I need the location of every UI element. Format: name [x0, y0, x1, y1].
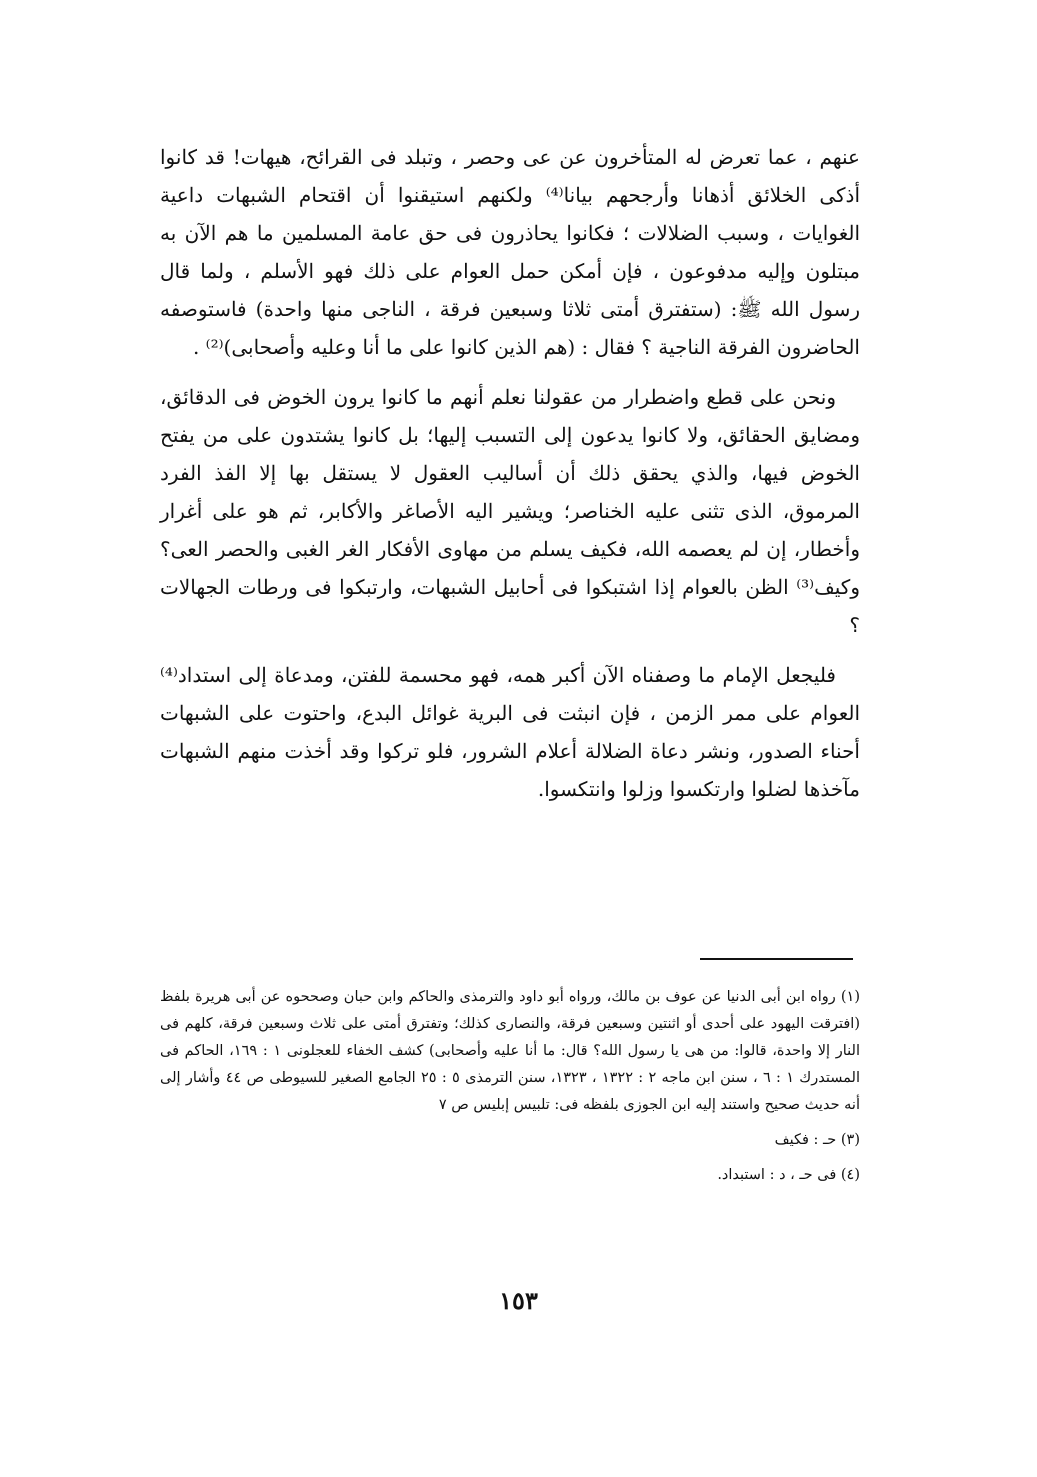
footnote-4: (٤) فى حـ ، د : استبداد.	[717, 1167, 860, 1183]
paragraph-3: فليجعل الإمام ما وصفناه الآن أكبر همه، فهو محسمة للفتن، ومدعاة إلى استداد⁽⁴⁾ العوام على ممر الزمن ، فإن انبثت فى البرية غوائل البدع، واحتوت على الشبهات أحناء الصدور، ونشر دعاة الضلالة أعلام الشرور، فلو تركوا وقد أخذت منهم الشبهات مآخذها لضلوا وارتكسوا وزلوا وانتكسوا.	[160, 663, 860, 801]
footnote-1: (١) رواه ابن أبى الدنيا عن عوف بن مالك، ورواه أبو داود والترمذى والحاكم وابن حبان وصححوه عن أبى هريرة بلفظ (افترقت اليهود على أحدى أو اثنتين وسبعين فرقة، والنصارى كذلك؛ وتفترق أمتى على ثلاث وسبعين فرقة، كلهم فى النار إلا واحدة، قالوا: من هى يا رسول الله؟ قال: ما أنا عليه وأصحابى) كشف الخفاء للعجلونى ١ : ١٦٩، الحاكم فى المستدرك ١ : ٦ ، سنن ابن ماجه ٢ : ١٣٢٢ ، ١٣٢٣، سنن الترمذى ٥ : ٢٥ الجامع الصغير للسيوطى ص ٤٤ وأشار إلى أنه حديث صحيح واستند إليه ابن الجوزى بلفظه فى: تلبيس إبليس ص ٧	[160, 989, 860, 1113]
footnotes	[160, 984, 860, 1197]
paragraph-2: ونحن على قطع واضطرار من عقولنا نعلم أنهم ما كانوا يرون الخوض فى الدقائق، ومضايق الحقائق، ولا كانوا يدعون إلى التسبب إليها؛ بل كانوا يشتدون على من يفتح الخوض فيها، والذي يحقق ذلك أن أساليب العقول لا يستقل بها إلا الفذ الفرد المرموق، الذى تثنى عليه الخناصر؛ ويشير اليه الأصاغر والأكابر، ثم هو على أغرار وأخطار، إن لم يعصمه الله، فكيف يسلم من مهاوى الأفكار الغر الغبى والحصر العى؟ وكيف⁽³⁾ الظن بالعوام إذا اشتبكوا فى أحابيل الشبهات، وارتبكوا فى ورطات الجهالات ؟	[160, 385, 860, 637]
footnote-separator	[700, 958, 853, 960]
page-number: ١٥٣	[499, 1286, 538, 1315]
main-text	[160, 138, 860, 820]
footnote-3: (٣) حـ : فكيف	[774, 1132, 860, 1148]
paragraph-1: عنهم ، عما تعرض له المتأخرون عن عى وحصر ، وتبلد فى القرائح، هيهات! قد كانوا أذكى الخلائق أذهانا وأرجحهم بيانا⁽⁴⁾ ولكنهم استيقنوا أن اقتحام الشبهات داعية الغوايات ، وسبب الضلالات ؛ فكانوا يحاذرون فى حق عامة المسلمين ما هم الآن به مبتلون وإليه مدفوعون ، فإن أمكن حمل العوام على ذلك فهو الأسلم ، ولما قال رسول الله ﷺ: (ستفترق أمتى ثلاثا وسبعين فرقة ، الناجى منها واحدة) فاستوصفه الحاضرون الفرقة الناجية ؟ فقال : (هم الذين كانوا على ما أنا وعليه وأصحابى)⁽²⁾ .	[160, 145, 860, 359]
